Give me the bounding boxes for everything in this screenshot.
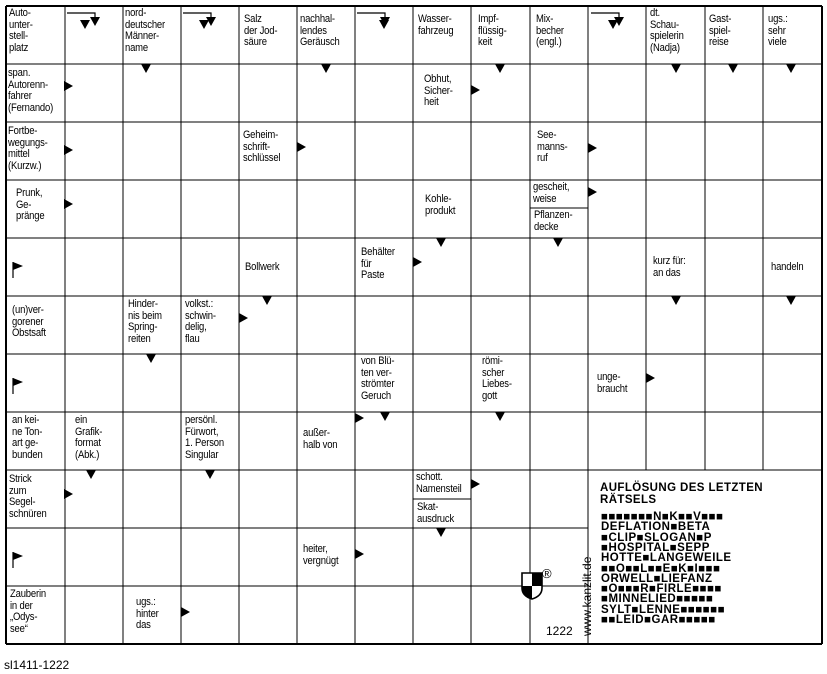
clue-c39: ugs.: hinter das [136,596,159,631]
clue-c34: Strick zum Segel- schnüren [9,473,47,520]
clue-c1: Auto- unter- stell- platz [9,7,33,54]
arrow-right-icon [64,145,73,155]
arrow-right-icon [471,85,480,95]
bent-arrow-icon [591,12,641,28]
arrow-down-icon [495,412,505,421]
arrow-down-icon [553,238,563,247]
flag-arrow-icon [11,376,27,396]
arrow-right-icon [471,479,480,489]
clue-c33: außer- halb von [303,427,338,451]
clue-c20: Bollwerk [245,261,280,273]
arrow-right-icon [239,313,248,323]
arrow-down-icon [146,354,156,363]
clue-c11: span. Autorenn- fahrer (Fernando) [8,67,54,114]
arrow-down-icon [495,64,505,73]
clue-c32: persönl. Fürwort, 1. Person Singular [185,414,224,461]
arrow-down-icon [205,470,215,479]
arrow-right-icon [64,199,73,209]
arrow-down-icon [321,64,331,73]
clue-c35: schott. Namensteil [416,471,462,495]
clue-c36: Skat- ausdruck [417,501,455,525]
arrow-down-icon [380,412,390,421]
clue-c8: dt. Schau- spielerin (Nadja) [650,7,684,54]
arrow-right-icon [64,489,73,499]
clue-c22: kurz für: an das [653,255,686,279]
clue-c14: Geheim- schrift- schlüssel [243,129,281,164]
arrow-right-icon [64,81,73,91]
solution-row: ■MINNELIED■■■■■ [601,593,714,606]
clue-c17: Kohle- produkt [425,193,456,217]
arrow-right-icon [297,142,306,152]
bent-arrow-icon [67,12,117,28]
clue-c24: (un)ver- gorener Obstsaft [12,304,46,339]
puzzle-number: 1222 [546,624,573,638]
clue-c16: Prunk, Ge- pränge [16,187,45,222]
solution-row: HOTTE■LANGEWEILE [601,552,732,565]
solution-row: ■■LEID■GAR■■■■■ [601,614,716,626]
solution-row: ■O■■■R■FIRLE■■■■ [601,583,722,596]
registered-mark: ® [542,566,552,581]
arrow-right-icon [355,549,364,559]
clue-c37: heiter, vergnügt [303,543,339,567]
solution-row: SYLT■LENNE■■■■■■ [601,603,726,616]
clue-c5: Wasser- fahrzeug [418,13,454,37]
clue-c12: Obhut, Sicher- heit [424,73,453,108]
clue-c3: Salz der Jod- säure [244,13,278,48]
solution-row: DEFLATION■BETA [601,521,711,534]
arrow-down-icon [728,64,738,73]
arrow-down-icon [436,238,446,247]
arrow-right-icon [355,413,364,423]
clue-c21: Behälter für Paste [361,246,395,281]
clue-c31: ein Grafik- format (Abk.) [75,414,103,461]
arrow-down-icon [86,470,96,479]
arrow-down-icon [786,64,796,73]
arrow-right-icon [413,257,422,267]
clue-c10: ugs.: sehr viele [768,13,788,48]
arrow-down-icon [671,296,681,305]
clue-c15: See- manns- ruf [537,129,568,164]
clue-c2: nord- deutscher Männer- name [125,7,166,54]
clue-c7: Mix- becher (engl.) [536,13,564,48]
arrow-right-icon [588,143,597,153]
clue-c13: Fortbe- wegungs- mittel (Kurzw.) [8,125,48,172]
clue-c4: nachhal- lendes Geräusch [300,13,340,48]
clue-c38: Zauberin in der „Odys- see“ [10,588,46,635]
clue-c25: Hinder- nis beim Spring- reiten [128,298,162,345]
clue-c27: von Blü- ten ver- strömter Geruch [361,355,395,402]
solution-row: ■CLIP■SLOGAN■P [601,531,712,544]
solution-row: ■HOSPITAL■SEPP [601,541,710,554]
clue-c26: volkst.: schwin- delig, flau [185,298,216,345]
clue-c28: römi- scher Liebes- gott [482,355,512,402]
clue-c30: an kei- ne Ton- art ge- bunden [12,414,43,461]
website-url: www.kanzlit.de [580,556,594,636]
clue-c19: Pflanzen- decke [534,209,573,233]
flag-arrow-icon [11,550,27,570]
clue-c6: Impf- flüssig- keit [478,13,507,48]
clue-c18: gescheit, weise [533,181,570,205]
arrow-right-icon [646,373,655,383]
arrow-down-icon [436,528,446,537]
bent-arrow-icon [183,12,233,28]
solution-title-line1: AUFLÖSUNG DES LETZTEN [600,482,764,494]
solution-row: ORWELL■LIEFANZ [601,572,713,585]
bent-arrow-icon [357,12,407,28]
arrow-down-icon [141,64,151,73]
clue-c29: unge- braucht [597,371,628,395]
arrow-down-icon [671,64,681,73]
arrow-right-icon [181,607,190,617]
arrow-down-icon [786,296,796,305]
arrow-down-icon [262,296,272,305]
clue-c23: handeln [771,261,804,273]
arrow-right-icon [588,187,597,197]
solution-row: ■■O■■L■■E■K■I■■■ [601,562,721,575]
clue-c9: Gast- spiel- reise [709,13,732,48]
solution-title [600,482,763,506]
solution-row: ■■■■■■■N■K■■V■■■ [601,511,724,523]
shield-logo-icon [521,566,552,600]
footer-code: sl1411-1222 [4,658,70,672]
flag-arrow-icon [11,260,27,280]
solution-title-line2: RÄTSELS [600,494,657,506]
